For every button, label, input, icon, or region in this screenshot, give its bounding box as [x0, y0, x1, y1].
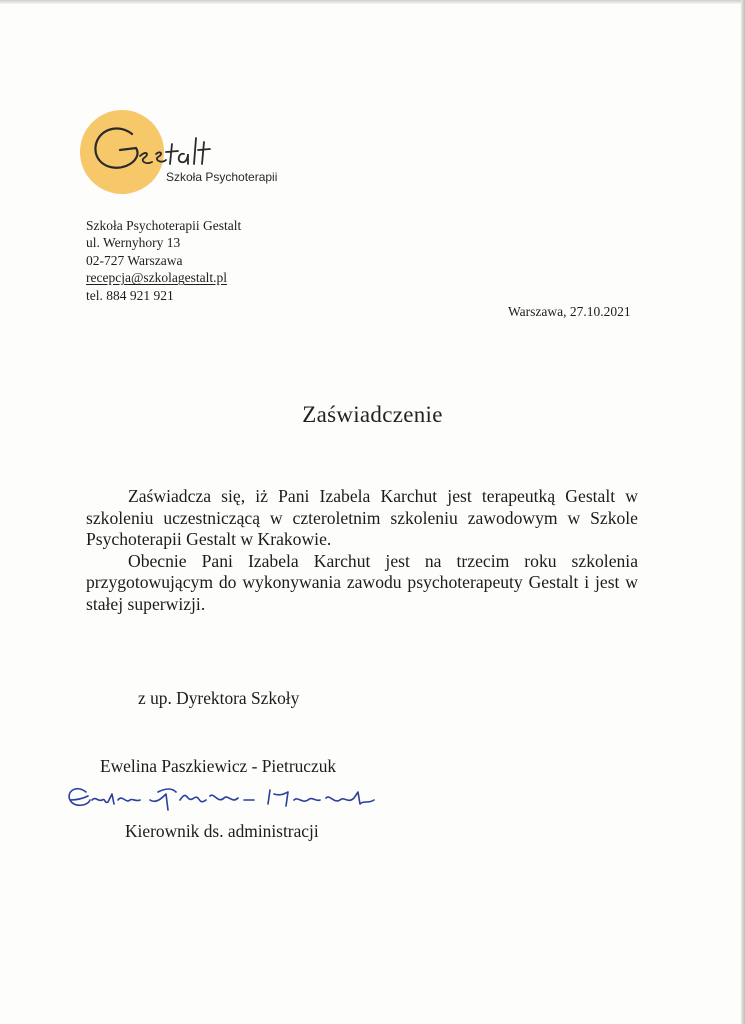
- handwritten-signature-icon: [58, 770, 398, 820]
- signer-name: Ewelina Paszkiewicz - Pietruczuk: [100, 756, 337, 776]
- paragraph-2: Obecnie Pani Izabela Karchut jest na trzecim roku szkolenia przygotowującym do wykonywania zawodu psychoterapeuty Gestalt i jest w stałej superwizji.: [86, 550, 638, 614]
- scan-top-edge: [0, 0, 745, 4]
- gestalt-logo: [80, 110, 280, 200]
- sender-postal-city: 02-727 Warszawa: [86, 252, 183, 268]
- proxy-line: z up. Dyrektora Szkoły: [138, 688, 300, 708]
- certificate-body: [86, 486, 638, 615]
- sender-street: ul. Wernyhory 13: [86, 235, 181, 251]
- signer-role: Kierownik ds. administracji: [125, 821, 319, 841]
- paragraph-1: Zaświadcza się, iż Pani Izabela Karchut jest terapeutką Gestalt w szkoleniu uczestniczącą w czteroletnim szkoleniu zawodowym w Szkole Psychoterapii Gestalt w Krakowie.: [86, 486, 638, 549]
- sender-email-link[interactable]: recepcja@szkolagestalt.pl: [86, 270, 227, 286]
- sender-name: Szkoła Psychoterapii Gestalt: [86, 218, 242, 233]
- document-title: Zaświadczenie: [302, 402, 443, 427]
- place-date: Warszawa, 27.10.2021: [508, 304, 631, 319]
- sender-phone: tel. 884 921 921: [86, 287, 174, 303]
- logo-subtitle: Szkoła Psychoterapii: [166, 170, 278, 184]
- sender-address-block: [86, 217, 241, 304]
- scan-right-edge: [741, 0, 745, 1024]
